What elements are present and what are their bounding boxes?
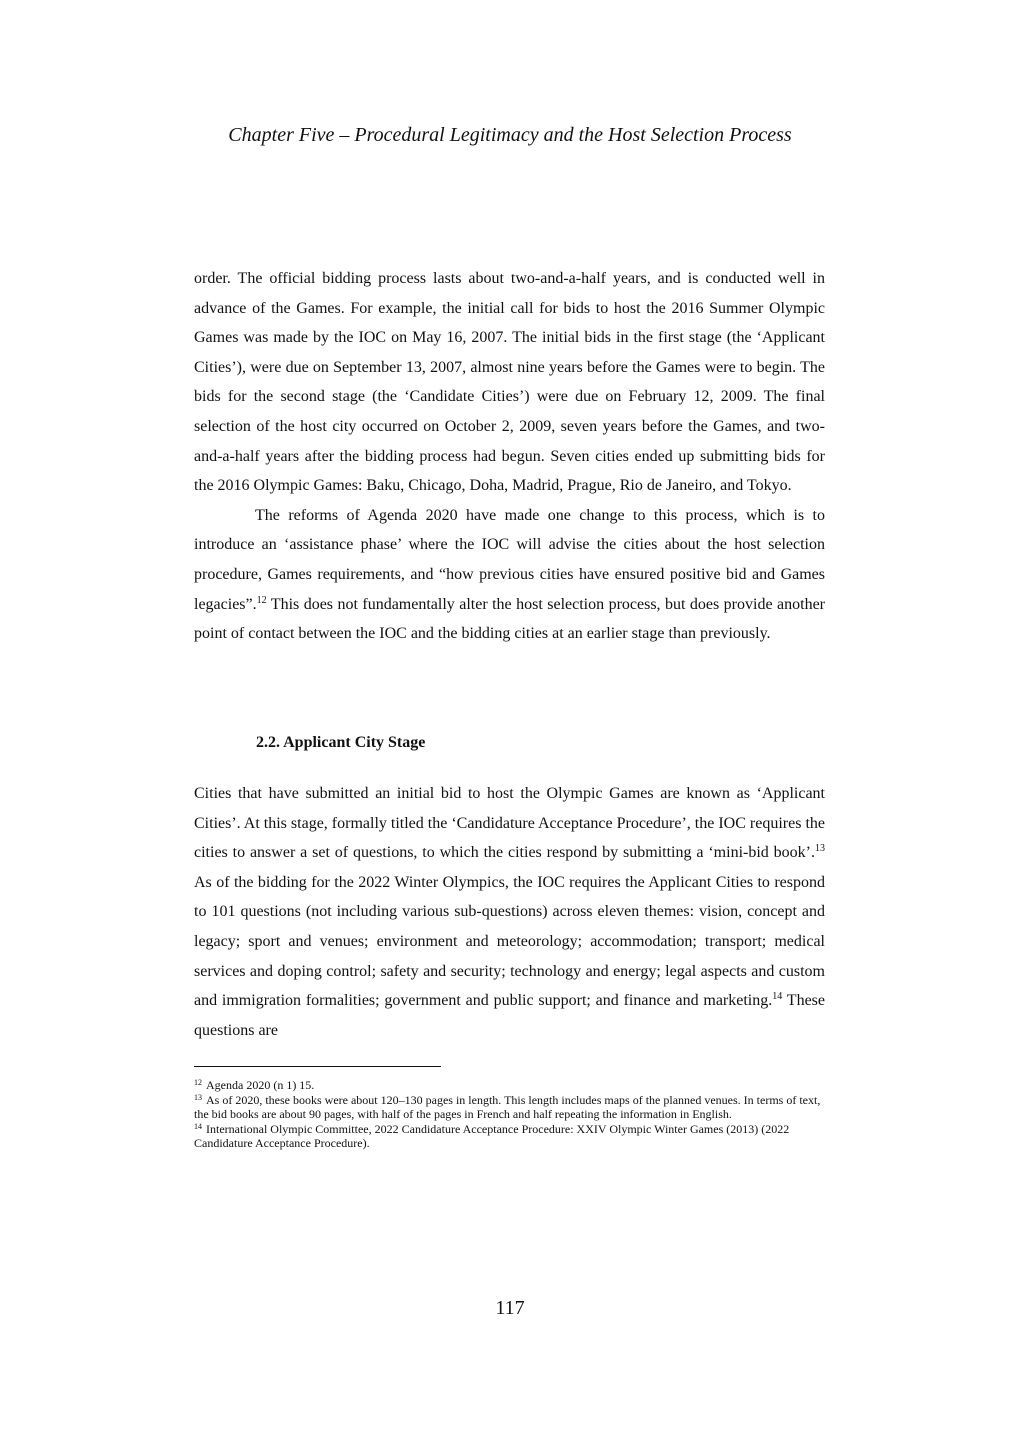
paragraph-text: Cities that have submitted an initial bid to host the Olympic Games are known as ‘Applicant Cities’. At this stage, formally titled the ‘Candidature Acceptance Procedure’, the IOC requires the cities to answer a set of questions, to which the cities respond by submitting a ‘mini-bid book’. [194, 785, 825, 862]
section-heading: 2.2. Applicant City Stage [256, 734, 426, 751]
footnote-number: 13 [194, 1092, 202, 1102]
footnote-12 [194, 1078, 825, 1093]
footnote-14 [194, 1122, 825, 1151]
footnote-reference-13[interactable]: 13 [815, 843, 825, 855]
paragraph-text: The reforms of Agenda 2020 have made one change to this process, which is to introduce an ‘assistance phase’ where the IOC will advise the cities about the host selection procedure, Games requirements, and “how previous cities have ensured positive bid and Games legacies”. [194, 506, 825, 613]
paragraph-applicant-cities [194, 779, 825, 1045]
footnotes [194, 1078, 825, 1151]
running-header: Chapter Five – Procedural Legitimacy and the Host Selection Process [228, 124, 792, 146]
footnote-number: 12 [194, 1078, 202, 1087]
paragraph-text: These questions are [194, 992, 825, 1039]
paragraph-agenda-2020 [194, 501, 825, 649]
footnote-number: 14 [194, 1121, 202, 1131]
footnote-text: Agenda 2020 (n 1) 15. [206, 1078, 315, 1092]
footnote-13 [194, 1093, 825, 1122]
paragraph-text: As of the bidding for the 2022 Winter Olympics, the IOC requires the Applicant Cities to respond to 101 questions (not including various sub-questions) across eleven themes: vision, concept and legacy; sport and venues; environment and meteorology; accommodation; transport; medical services and doping control; safety and security; technology and energy; legal aspects and custom and immigration formalities; government and public support; and finance and marketing. [194, 873, 825, 1010]
page-number: 117 [495, 1297, 525, 1319]
paragraph-bidding-timeline: order. The official bidding process lasts about two-and-a-half years, and is conducted well in advance of the Games. For example, the initial call for bids to host the 2016 Summer Olympic Games was made by the IOC on May 16, 2007. The initial bids in the first stage (the ‘Applicant Cities’), were due on September 13, 2007, almost nine years before the Games were to begin. The bids for the second stage (the ‘Candidate Cities’) were due on February 12, 2009. The final selection of the host city occurred on October 2, 2009, seven years before the Games, and two-and-a-half years after the bidding process had begun. Seven cities ended up submitting bids for the 2016 Olympic Games: Baku, Chicago, Doha, Madrid, Prague, Rio de Janeiro, and Tokyo. [194, 270, 825, 495]
footnote-reference-14[interactable]: 14 [772, 991, 783, 1003]
body-text-upper [194, 264, 825, 649]
footnote-reference-12[interactable]: 12 [256, 594, 267, 606]
footnote-separator [194, 1066, 441, 1067]
body-text-lower [194, 779, 825, 1045]
paragraph-text: This does not fundamentally alter the host selection process, but does provide another point of contact between the IOC and the bidding cities at an earlier stage than previously. [194, 595, 825, 643]
footnote-text: International Olympic Committee, 2022 Candidature Acceptance Procedure: XXIV Olympic Winter Games (2013) (2022 Candidature Acceptance Procedure). [194, 1121, 790, 1150]
footnote-text: As of 2020, these books were about 120–130 pages in length. This length includes maps of the planned venues. In terms of text, the bid books are about 90 pages, with half of the pages in French and half repeating the information in English. [194, 1092, 821, 1121]
